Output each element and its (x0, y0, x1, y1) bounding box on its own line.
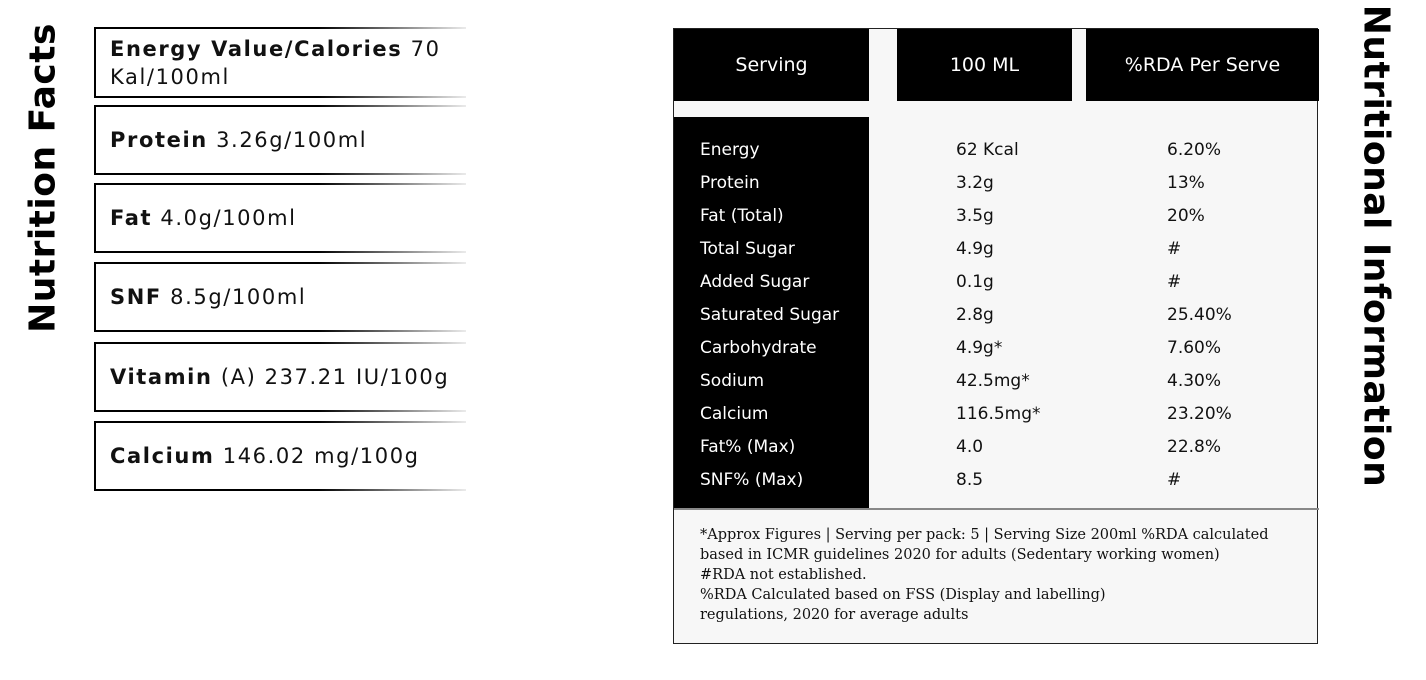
table-footnotes (700, 525, 1300, 625)
row-rda: 13% (1167, 172, 1205, 193)
row-value: 62 Kcal (956, 139, 1019, 160)
fact-label: Fat (110, 206, 153, 230)
row-name: SNF% (Max) (700, 469, 804, 490)
fact-energy (94, 27, 464, 98)
row-value: 0.1g (956, 271, 994, 292)
fact-value: 70 (410, 37, 441, 61)
fact-protein (94, 105, 464, 175)
fact-label: Calcium (110, 444, 215, 468)
row-name: Total Sugar (700, 238, 795, 259)
row-rda: # (1167, 271, 1182, 292)
row-name: Fat (Total) (700, 205, 784, 226)
fact-value: 8.5g/100ml (170, 285, 307, 309)
row-name: Carbohydrate (700, 337, 817, 358)
fact-label: Protein (110, 128, 208, 152)
fact-value-unit: Kal/100ml (110, 65, 230, 89)
fact-value: 4.0g/100ml (160, 206, 297, 230)
fact-label: SNF (110, 285, 162, 309)
row-value: 2.8g (956, 304, 994, 325)
header-rda: %RDA Per Serve (1086, 29, 1319, 101)
row-name: Saturated Sugar (700, 304, 840, 325)
fact-label: Vitamin (110, 365, 213, 389)
row-rda: 7.60% (1167, 337, 1222, 358)
nutrition-facts-heading: Nutrition Facts (22, 23, 64, 333)
row-value: 3.2g (956, 172, 994, 193)
row-name: Sodium (700, 370, 765, 391)
row-rda: 20% (1167, 205, 1205, 226)
footnote-line: %RDA Calculated based on FSS (Display and labelling) (700, 587, 1106, 603)
row-rda: 6.20% (1167, 139, 1222, 160)
table-divider (674, 508, 1319, 510)
row-rda: # (1167, 469, 1182, 490)
row-name: Energy (700, 139, 760, 160)
fact-fat (94, 183, 464, 253)
row-name: Fat% (Max) (700, 436, 796, 457)
row-name: Calcium (700, 403, 769, 424)
fact-calcium (94, 421, 464, 491)
footnote-line: based in ICMR guidelines 2020 for adults (Sedentary working women) (700, 547, 1220, 563)
fact-label: Energy Value/Calories (110, 37, 403, 61)
nutritional-information-heading: Nutritional Information (1355, 4, 1397, 488)
row-rda: 23.20% (1167, 403, 1232, 424)
row-name: Added Sugar (700, 271, 810, 292)
row-value: 8.5 (956, 469, 984, 490)
row-rda: 22.8% (1167, 436, 1222, 457)
footnote-line: *Approx Figures | Serving per pack: 5 | Serving Size 200ml %RDA calculated (700, 527, 1269, 543)
nutrition-table (673, 28, 1318, 644)
header-100ml: 100 ML (897, 29, 1072, 101)
row-name: Protein (700, 172, 760, 193)
row-value: 4.9g* (956, 337, 1003, 358)
row-rda: # (1167, 238, 1182, 259)
fact-value: 3.26g/100ml (216, 128, 368, 152)
row-value: 42.5mg* (956, 370, 1030, 391)
row-rda: 25.40% (1167, 304, 1232, 325)
row-value: 4.9g (956, 238, 994, 259)
row-value: 4.0 (956, 436, 984, 457)
fact-vitamin (94, 342, 464, 412)
row-rda: 4.30% (1167, 370, 1222, 391)
row-value: 3.5g (956, 205, 994, 226)
fact-snf (94, 262, 464, 332)
header-serving: Serving (674, 29, 869, 101)
fact-value: (A) 237.21 IU/100g (220, 365, 450, 389)
row-value: 116.5mg* (956, 403, 1041, 424)
footnote-line: #RDA not established. (700, 567, 867, 583)
footnote-line: regulations, 2020 for average adults (700, 607, 969, 623)
fact-value: 146.02 mg/100g (222, 444, 420, 468)
